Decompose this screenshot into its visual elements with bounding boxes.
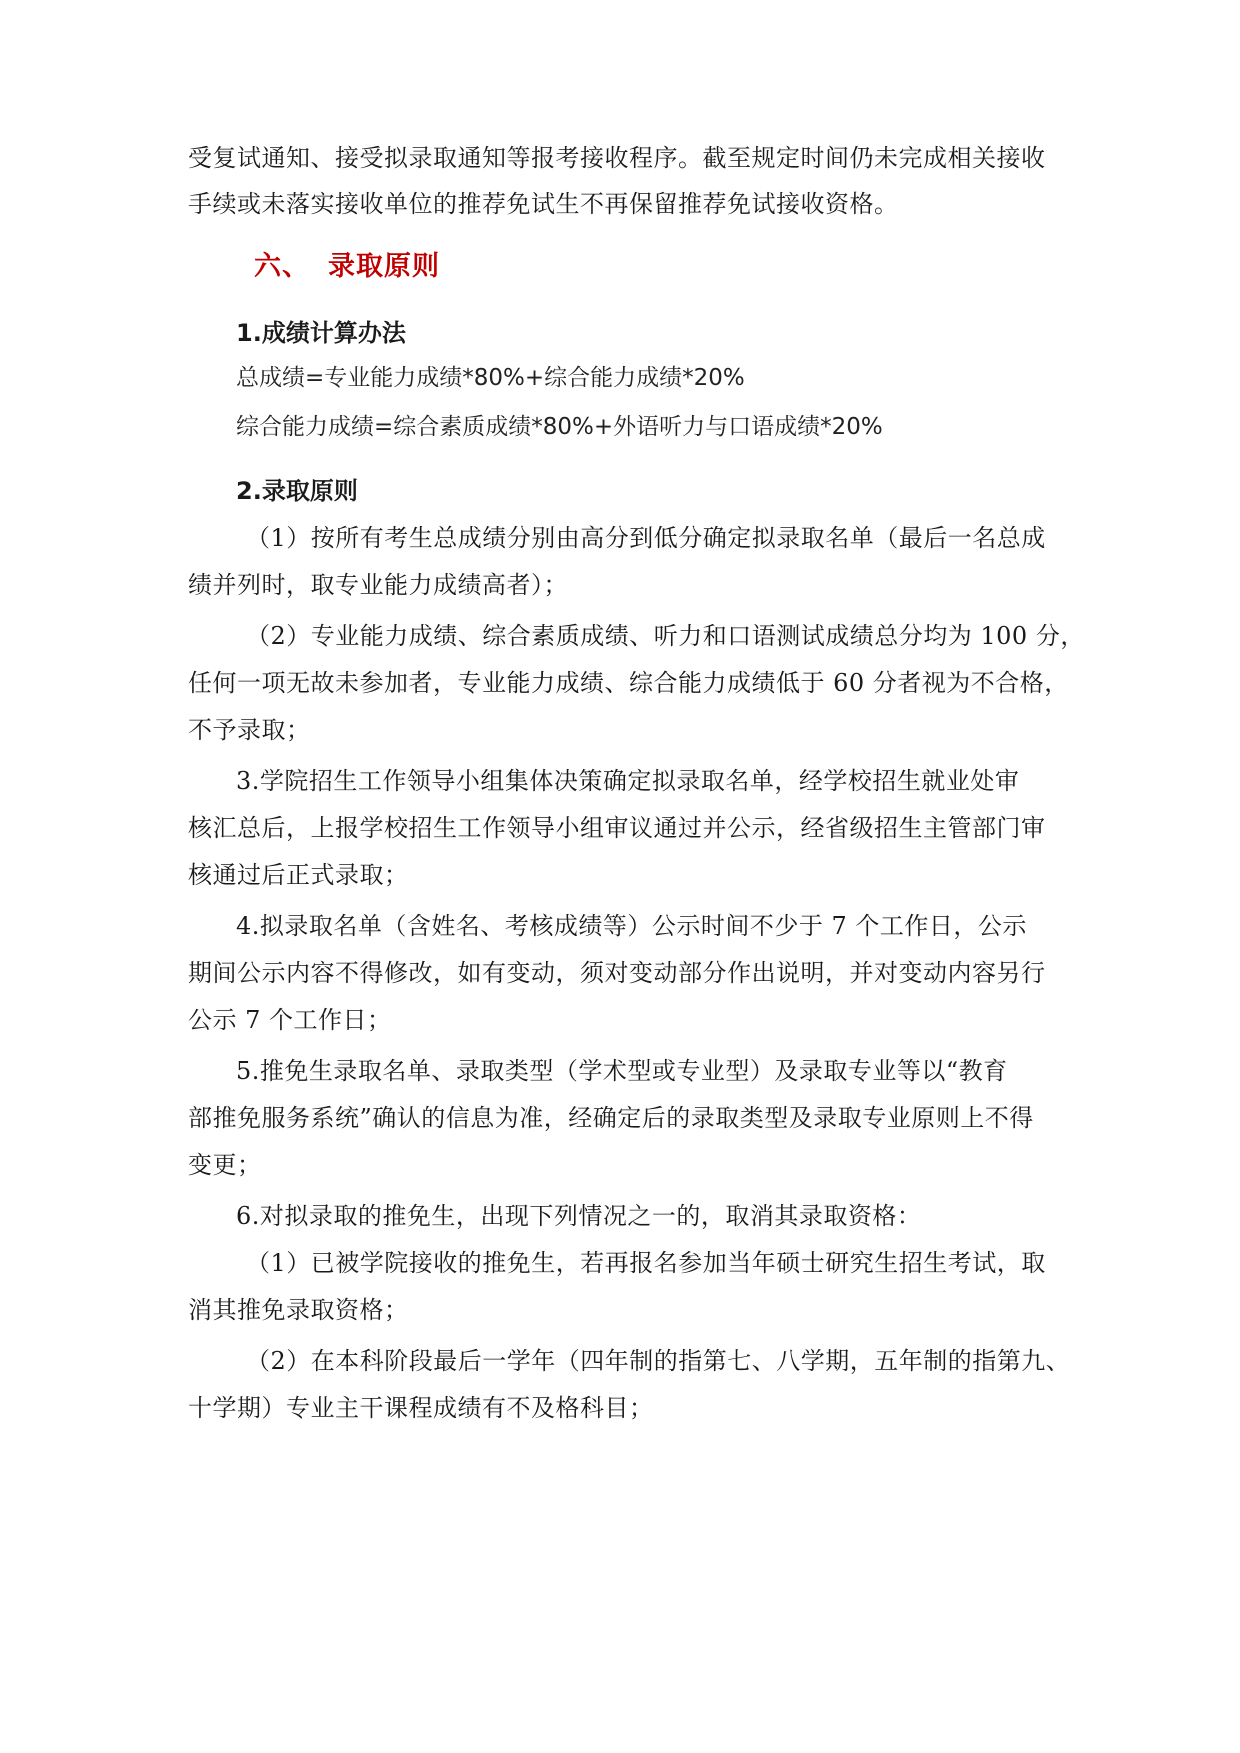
intro-line-2: 手续或未落实接收单位的推荐免试生不再保留推荐免试接收资格。: [188, 190, 899, 218]
paragraph-line: （1）按所有考生总成绩分别由高分到低分确定拟录取名单（最后一名总成: [246, 524, 1046, 552]
paragraph-line: （1）已被学院接收的推免生，若再报名参加当年硕士研究生招生考试，取: [246, 1249, 1046, 1277]
paragraph-line: 十学期）专业主干课程成绩有不及格科目；: [188, 1394, 654, 1422]
paragraph-line: 3.学院招生工作领导小组集体决策确定拟录取名单，经学校招生就业处审: [236, 767, 1020, 795]
intro-line-1: 受复试通知、接受拟录取通知等报考接收程序。截至规定时间仍未完成相关接收: [188, 144, 1046, 172]
paragraph-line: 消其推免录取资格；: [188, 1296, 409, 1324]
paragraph-line: 核汇总后，上报学校招生工作领导小组审议通过并公示，经省级招生主管部门审: [188, 814, 1046, 842]
paragraph-line: 核通过后正式录取；: [188, 861, 409, 889]
paragraph-line: 6.对拟录取的推免生，出现下列情况之一的，取消其录取资格：: [236, 1202, 922, 1230]
paragraph-line: 绩并列时，取专业能力成绩高者）；: [188, 571, 568, 599]
subsection-2-title: 2.录取原则: [236, 477, 358, 505]
paragraph-line: 5.推免生录取名单、录取类型（学术型或专业型）及录取专业等以“教育: [236, 1057, 1008, 1085]
section-title: 录取原则: [328, 251, 440, 282]
paragraph-line: 任何一项无故未参加者，专业能力成绩、综合能力成绩低于 60 分者视为不合格，: [188, 669, 1069, 697]
paragraph-line: 变更；: [188, 1151, 262, 1179]
section-heading: [254, 249, 440, 285]
subsection-1-title: 1.成绩计算办法: [236, 319, 406, 347]
paragraph-line: 期间公示内容不得修改，如有变动，须对变动部分作出说明，并对变动内容另行: [188, 959, 1046, 987]
paragraph-line: 部推免服务系统”确认的信息为准，经确定后的录取类型及录取专业原则上不得: [188, 1104, 1034, 1132]
paragraph-line: （2）在本科阶段最后一学年（四年制的指第七、八学期，五年制的指第九、: [246, 1347, 1071, 1375]
paragraph-line: 公示 7 个工作日；: [188, 1006, 392, 1034]
paragraph-line: 不予录取；: [188, 716, 311, 744]
paragraph-line: 4.拟录取名单（含姓名、考核成绩等）公示时间不少于 7 个工作日，公示: [236, 912, 1027, 940]
formula-total-score: 总成绩=专业能力成绩*80%+综合能力成绩*20%: [236, 365, 745, 391]
formula-composite-score: 综合能力成绩=综合素质成绩*80%+外语听力与口语成绩*20%: [236, 414, 883, 440]
paragraph-line: （2）专业能力成绩、综合素质成绩、听力和口语测试成绩总分均为 100 分，: [246, 622, 1085, 650]
section-number: 六、: [254, 251, 310, 282]
